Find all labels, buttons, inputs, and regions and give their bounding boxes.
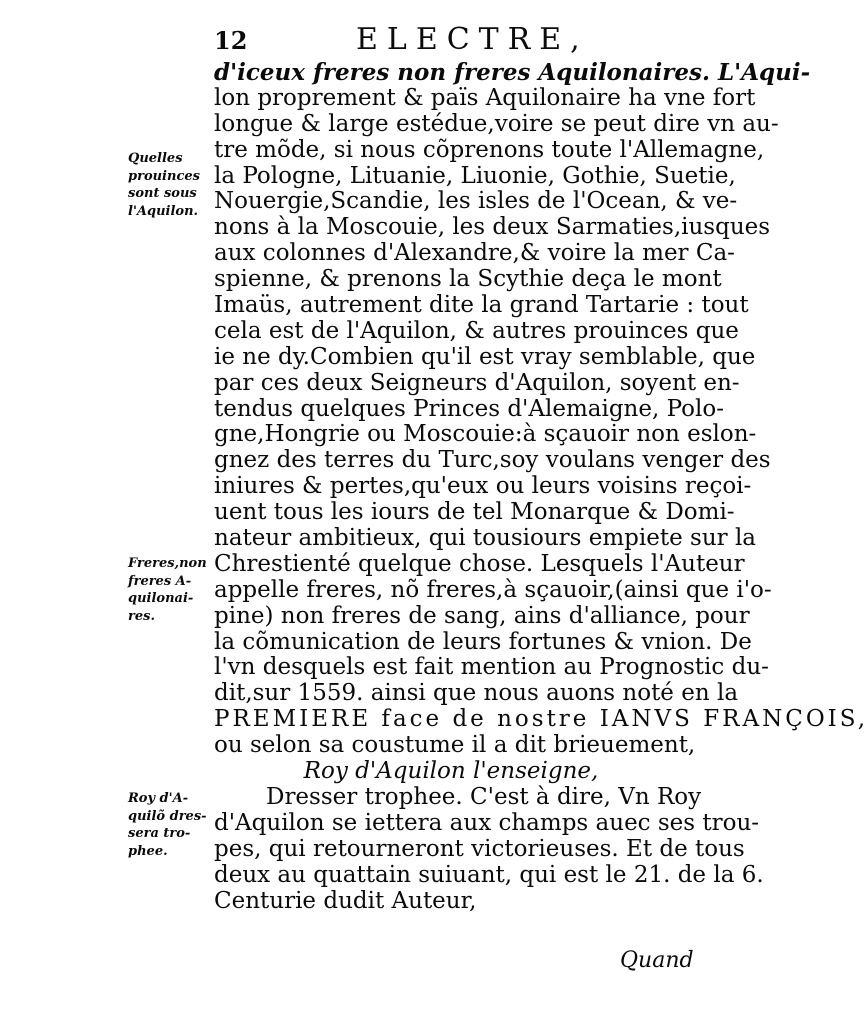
text-line: cela est de l'Aquilon, & autres prouinces que xyxy=(214,317,739,344)
verse-line: Roy d'Aquilon l'enseigne, xyxy=(303,758,599,785)
text-line: tre mõde, si nous cõprenons toute l'Allemagne, xyxy=(214,136,765,163)
text-line: spienne, & prenons la Scythie deça le mont xyxy=(214,266,722,293)
text-line: d'Aquilon se iettera aux champs auec ses trou- xyxy=(214,809,760,836)
text-line: nateur ambitieux, qui tousiours empiete sur la xyxy=(214,525,757,552)
margin-note-line: sont sous xyxy=(128,186,197,201)
text-line: pes, qui retourneront victorieuses. Et de tous xyxy=(214,835,745,862)
text-line: Nouergie,Scandie, les isles de l'Ocean, & ve- xyxy=(214,188,738,215)
text-line: nons à la Moscouie, les deux Sarmaties,iusques xyxy=(214,214,771,241)
page-header xyxy=(214,22,589,58)
running-title: ELECTRE, xyxy=(356,22,589,57)
text-line: gnez des terres du Turc,soy voulans venger des xyxy=(214,447,771,474)
margin-note-line: Quelles xyxy=(128,151,183,166)
margin-note-line: Roy d'A- xyxy=(128,791,189,806)
margin-note-line: prouinces xyxy=(128,168,200,184)
text-line: uent tous les iours de tel Monarque & Domi- xyxy=(214,499,735,526)
text-line: Dresser trophee. C'est à dire, Vn Roy xyxy=(266,783,702,810)
margin-note-line: Freres,non xyxy=(128,556,207,571)
text-line: PREMIERE face de nostre IANVS FRANÇOIS, xyxy=(214,706,868,733)
margin-note xyxy=(128,790,214,860)
text-line: aux colonnes d'Alexandre,& voire la mer Ca- xyxy=(214,240,735,267)
text-line: la Pologne, Lituanie, Liuonie, Gothie, Suetie, xyxy=(214,162,736,189)
margin-note-line: freres A- xyxy=(128,573,192,589)
text-line: Imaüs, autrement dite la grand Tartarie : tout xyxy=(214,292,749,319)
text-line: dit,sur 1559. ainsi que nous auons noté en la xyxy=(214,680,739,707)
text-line: ou selon sa coustume il a dit brieuement, xyxy=(214,732,696,759)
text-line: Centurie dudit Auteur, xyxy=(214,887,477,914)
page-number: 12 xyxy=(214,26,248,55)
text-line: Chrestienté quelque chose. Lesquels l'Auteur xyxy=(214,550,745,577)
margin-note-line: quilonai- xyxy=(128,591,194,606)
text-line: appelle freres, nõ freres,à sçauoir,(ainsi que i'o- xyxy=(214,576,772,603)
text-line: d'iceux freres non freres Aquilonaires. L'Aqui- xyxy=(214,59,811,86)
text-line: longue & large estédue,voire se peut dire vn au- xyxy=(214,110,779,137)
text-line: l'vn desquels est fait mention au Prognostic du- xyxy=(214,654,769,681)
text-line: iniures & pertes,qu'eux ou leurs voisins reçoi- xyxy=(214,473,752,500)
text-line: ie ne dy.Combien qu'il est vray semblable, que xyxy=(214,343,756,370)
main-text xyxy=(214,59,868,914)
text-line: tendus quelques Princes d'Alemaigne, Polo- xyxy=(214,395,724,422)
text-line: la cõmunication de leurs fortunes & vnion. De xyxy=(214,628,752,655)
text-line: deux au quattain suiuant, qui est le 21. de la 6. xyxy=(214,861,764,888)
catchword: Quand xyxy=(620,948,694,973)
margin-note xyxy=(128,150,214,220)
text-line: lon proprement & païs Aquilonaire ha vne fort xyxy=(214,84,756,111)
margin-note-line: sera tro- xyxy=(128,826,191,841)
text-line: par ces deux Seigneurs d'Aquilon, soyent en- xyxy=(214,369,740,396)
text-line: pine) non freres de sang, ains d'alliance, pour xyxy=(214,602,750,629)
margin-note-line: quilõ dres- xyxy=(128,808,207,824)
margin-note-line: phee. xyxy=(128,843,168,859)
margin-note-line: l'Aquilon. xyxy=(128,203,199,219)
text-line: gne,Hongrie ou Moscouie:à sçauoir non eslon- xyxy=(214,421,757,448)
margin-note-line: res. xyxy=(128,608,155,624)
margin-note xyxy=(128,555,214,625)
